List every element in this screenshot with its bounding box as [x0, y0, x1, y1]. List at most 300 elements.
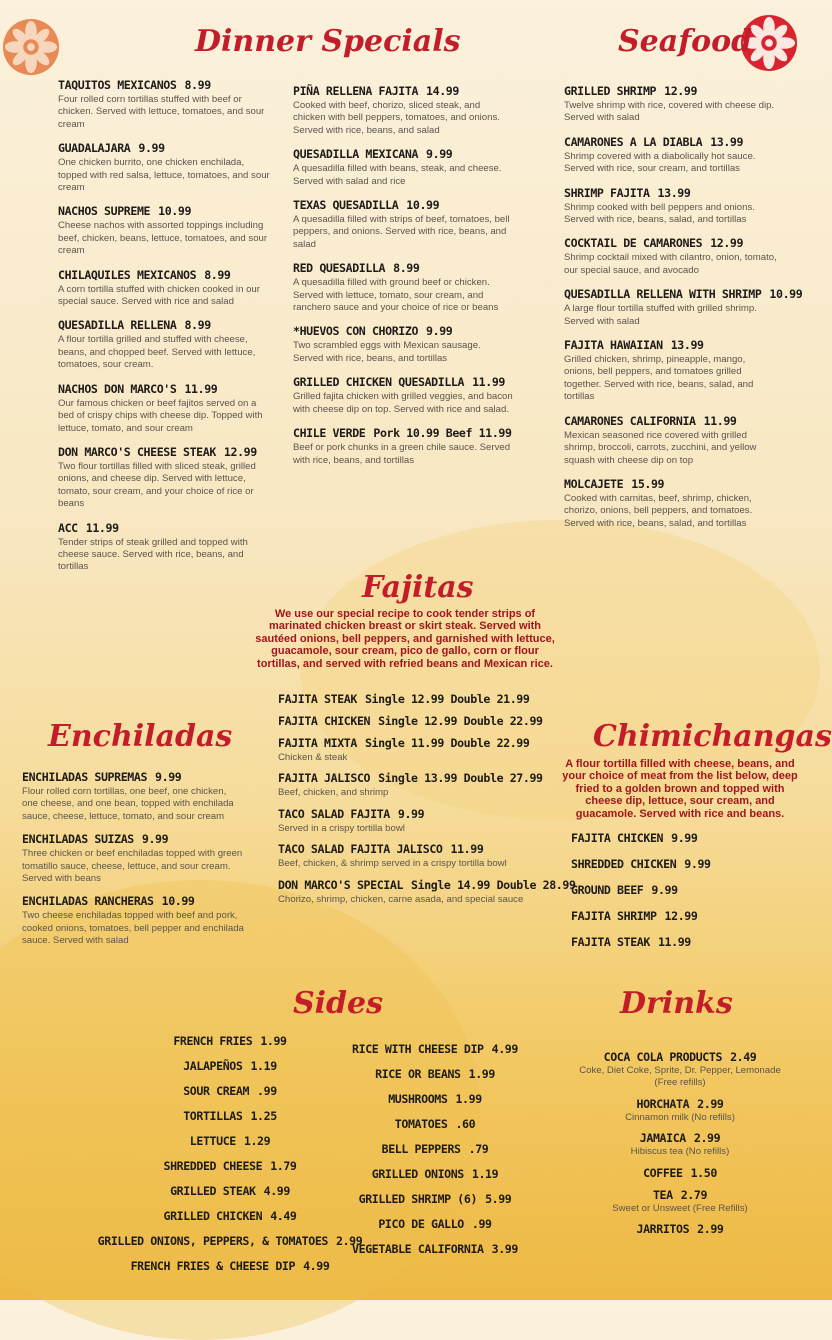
item-price: 13.99	[670, 338, 704, 353]
item-name-line	[22, 770, 244, 785]
item-description: One chicken burrito, one chicken enchilada, topped with red salsa, lettuce, tomatoes, and sour cream	[58, 157, 270, 194]
item-price: 10.99	[406, 198, 440, 213]
item-name-line	[564, 186, 778, 201]
item-title: GRILLED STEAK	[170, 1184, 256, 1198]
item-title: ENCHILADAS SUPREMAS	[22, 770, 148, 784]
item-title: FAJITA STEAK	[278, 692, 357, 706]
dinner-specials-heading: Dinner Specials	[195, 24, 461, 59]
side-item	[90, 1254, 370, 1279]
item-price: .79	[468, 1142, 489, 1156]
chimichanga-item	[571, 935, 791, 950]
item-name-line	[571, 935, 791, 950]
item-title: QUESADILLA RELLENA WITH SHRIMP	[564, 287, 762, 302]
item-price: 5.99	[485, 1192, 512, 1206]
item-description: A flour tortilla grilled and stuffed with cheese, beans, and chopped beef. Served with lettuce, tomatoes, sour cream.	[58, 334, 256, 371]
item-description: A corn tortilla stuffed with chicken cooked in our special sauce. Served with rice and salad	[58, 283, 260, 308]
seafood-item	[564, 186, 778, 227]
item-title: FAJITA JALISCO	[278, 771, 371, 786]
item-price: 13.99	[657, 185, 691, 200]
item-price: .99	[471, 1217, 492, 1231]
item-title: TACO SALAD FAJITA	[278, 806, 390, 821]
flower-ornament-icon	[2, 18, 60, 76]
item-price: 2.49	[730, 1050, 757, 1064]
item-name-line	[58, 78, 274, 93]
dinner-special-item	[293, 324, 513, 365]
item-title: DON MARCO'S SPECIAL	[278, 877, 404, 892]
item-price: 11.99	[472, 375, 505, 390]
seafood-heading: Seafood	[618, 24, 753, 59]
item-description: Cheese nachos with assorted toppings including beef, chicken, beans, lettuce, tomatoes, and sour cream	[58, 220, 268, 257]
item-price: 1.50	[690, 1165, 717, 1180]
item-name-line	[345, 1237, 525, 1262]
item-title: ACC	[58, 520, 78, 535]
item-name-line	[293, 426, 513, 441]
item-price: 8.99	[184, 78, 211, 92]
seafood-item	[564, 414, 778, 467]
item-description: Grilled chicken, shrimp, pineapple, mango, onions, bell peppers, and tomatoes grilled together. Served with rice, beans, salad, and tortillas	[564, 354, 754, 403]
item-name-line	[58, 445, 274, 460]
item-price: 13.99	[710, 134, 744, 149]
item-title: JAMAICA	[639, 1131, 686, 1146]
side-item	[345, 1137, 525, 1162]
drink-item	[575, 1221, 785, 1237]
item-name-line	[90, 1054, 370, 1079]
item-title: COFFEE	[643, 1165, 683, 1180]
chimichangas-intro: A flour tortilla filled with cheese, beans, and your choice of meat from the list below, deep fried to a golden brown and topped with cheese dip, lettuce, sour cream, and guacamole. Served with rice and beans.	[562, 758, 798, 820]
item-name-line	[564, 287, 803, 302]
item-name-line	[345, 1037, 525, 1062]
fajita-item	[278, 877, 576, 906]
item-title: GUADALAJARA	[58, 141, 131, 156]
item-description: Tender strips of steak grilled and topped with cheese sauce. Served with rice, beans, and tortillas	[58, 536, 248, 573]
item-name-line	[571, 909, 791, 924]
seafood-item	[564, 338, 778, 404]
item-name-line	[345, 1162, 525, 1187]
item-price: 10.99	[161, 894, 195, 909]
item-name-line	[345, 1187, 525, 1212]
item-price: 2.99	[335, 1234, 363, 1248]
item-title: TEA	[652, 1187, 673, 1202]
item-price: 14.99	[426, 84, 459, 98]
item-name-line	[564, 338, 778, 353]
item-name-line	[58, 318, 274, 333]
item-title: RICE WITH CHEESE DIP	[352, 1042, 484, 1056]
item-title: JARRITOS	[636, 1222, 690, 1237]
item-price: 12.99	[710, 236, 744, 251]
item-name-line	[278, 842, 548, 857]
item-title: TOMATOES	[394, 1117, 448, 1131]
item-name-line	[293, 84, 513, 99]
item-title: MUSHROOMS	[388, 1092, 448, 1106]
item-price: 3.99	[491, 1242, 518, 1256]
item-title: CHILAQUILES MEXICANOS	[58, 267, 197, 282]
item-price: 9.99	[684, 857, 711, 871]
item-name-line	[293, 198, 513, 213]
item-title: ENCHILADAS RANCHERAS	[22, 894, 154, 909]
item-name-line	[575, 1221, 785, 1237]
dinner-special-item	[293, 426, 513, 467]
item-price: 8.99	[204, 267, 231, 282]
dinner-special-item	[293, 375, 513, 416]
item-price: 9.99	[426, 324, 453, 339]
item-name-line	[293, 147, 513, 162]
item-name-line	[90, 1154, 370, 1179]
item-title: COCA COLA PRODUCTS	[603, 1050, 723, 1064]
item-name-line	[575, 1049, 785, 1065]
item-description: Two cheese enchiladas topped with beef and pork, cooked onions, tomatoes, bell pepper and enchilada sauce. Served with salad	[22, 910, 244, 947]
item-price: Single 12.99 Double 21.99	[364, 692, 530, 706]
item-price: Single 12.99 Double 22.99	[378, 714, 543, 728]
drinks-list	[575, 1049, 785, 1243]
item-description: Shrimp cooked with bell peppers and onions. Served with rice, beans, salad, and tortillas	[564, 201, 755, 226]
item-name-line	[345, 1062, 525, 1087]
item-title: QUESADILLA MEXICANA	[293, 147, 419, 162]
item-name-line	[90, 1079, 370, 1104]
item-title: GRILLED SHRIMP	[564, 84, 657, 98]
item-description: Hibiscus tea (No refills)	[630, 1146, 730, 1158]
item-price: 9.99	[651, 883, 678, 897]
item-name-line	[345, 1137, 525, 1162]
item-price: 9.99	[426, 147, 453, 162]
side-item	[90, 1104, 370, 1129]
item-title: FAJITA SHRIMP	[571, 909, 657, 923]
chimichanga-item	[571, 883, 791, 898]
item-price: 9.99	[138, 141, 165, 156]
fajita-item	[278, 807, 548, 835]
item-name-line	[575, 1165, 785, 1181]
item-price: 11.99	[184, 381, 218, 396]
dinner-special-item	[58, 521, 274, 574]
item-name-line	[278, 736, 548, 751]
item-description: Beef or pork chunks in a green chile sauce. Served with rice, beans, and tortillas	[293, 442, 511, 466]
item-name-line	[58, 204, 274, 219]
item-title: FRENCH FRIES	[173, 1034, 253, 1048]
item-price: .99	[257, 1084, 277, 1098]
item-name-line	[278, 807, 548, 822]
enchilada-item	[22, 770, 244, 823]
item-title: TAQUITOS MEXICANOS	[58, 78, 177, 92]
side-item	[345, 1162, 525, 1187]
item-description: Grilled fajita chicken with grilled veggies, and bacon with cheese dip on top. Served with rice and salad.	[293, 391, 513, 415]
item-name-line	[575, 1096, 785, 1112]
item-title: CHILE VERDE	[293, 426, 366, 441]
item-price: 1.25	[250, 1109, 277, 1123]
item-description: Beef, chicken, & shrimp served in a crispy tortilla bowl	[278, 858, 507, 870]
item-price: 8.99	[184, 318, 211, 333]
item-title: GRILLED SHRIMP (6)	[358, 1192, 478, 1206]
fajita-item	[278, 714, 548, 729]
item-title: SOUR CREAM	[183, 1084, 250, 1098]
item-name-line	[58, 521, 274, 536]
item-title: FAJITA HAWAIIAN	[564, 338, 663, 353]
item-description: A large flour tortilla stuffed with grilled shrimp. Served with salad	[564, 303, 757, 327]
item-price: 10.99	[769, 287, 803, 302]
item-title: GRILLED ONIONS, PEPPERS, & TOMATOES	[97, 1234, 328, 1248]
item-name-line	[90, 1254, 370, 1279]
fajitas-intro: We use our special recipe to cook tender strips of marinated chicken breast or skirt steak. Served with sautéed onions, bell peppers, and garnished with lettuce, guacamole, sour cream, pico de gallo, corn or flour tortillas, and served with refried beans and Mexican rice.	[255, 608, 555, 670]
seafood-item	[564, 477, 778, 530]
item-description: Our famous chicken or beef fajitos served on a bed of crispy chips with cheese dip. Topped with lettuce, tomato, and sour cream	[58, 397, 263, 434]
item-price: 11.99	[85, 520, 119, 535]
item-price: 2.79	[680, 1187, 708, 1202]
side-item	[90, 1079, 370, 1104]
seafood-item	[564, 287, 803, 328]
item-description: A quesadilla filled with ground beef or chicken. Served with lettuce, tomato, sour cream, and ranchero sauce and your choice of rice or beans	[293, 277, 499, 314]
item-title: GRILLED CHICKEN	[163, 1209, 263, 1223]
item-description: Chorizo, shrimp, chicken, carne asada, and special sauce	[278, 893, 524, 905]
item-price: 1.19	[250, 1059, 277, 1073]
item-price: 1.99	[260, 1034, 287, 1048]
item-price: Single 11.99 Double 22.99	[364, 736, 530, 750]
item-name-line	[90, 1129, 370, 1154]
item-title: SHRIMP FAJITA	[564, 185, 650, 200]
item-name-line	[571, 831, 791, 846]
item-name-line	[564, 84, 778, 99]
item-name-line	[345, 1087, 525, 1112]
item-description: Beef, chicken, and shrimp	[278, 787, 389, 799]
item-title: FRENCH FRIES & CHEESE DIP	[130, 1259, 296, 1273]
item-description: Three chicken or beef enchiladas topped with green tomatillo sauce, cheese, lettuce, and sour cream. Served with beans	[22, 848, 243, 885]
item-title: TEXAS QUESADILLA	[293, 198, 399, 213]
side-item	[90, 1054, 370, 1079]
item-price: 12.99	[664, 84, 698, 98]
item-name-line	[278, 714, 548, 729]
item-name-line	[564, 477, 778, 492]
item-price: 2.99	[697, 1222, 724, 1237]
item-title: TACO SALAD FAJITA JALISCO	[278, 842, 443, 857]
item-description: A quesadilla filled with strips of beef, tomatoes, bell peppers, and onions. Served with rice, beans, and salad	[293, 214, 510, 250]
item-price: 9.99	[671, 831, 698, 845]
drink-item	[575, 1130, 785, 1158]
dinner-special-item	[58, 445, 274, 511]
item-price: 9.99	[141, 832, 169, 847]
item-name-line	[575, 1187, 785, 1203]
item-description: Cooked with beef, chorizo, sliced steak, and chicken with bell peppers, tomatoes, and onions. Served with rice, beans, and salad	[293, 100, 500, 136]
item-price: 1.99	[455, 1092, 482, 1106]
item-title: ENCHILADAS SUIZAS	[22, 832, 134, 847]
item-price: 2.99	[693, 1131, 721, 1146]
fajita-item	[278, 771, 548, 799]
item-name-line	[58, 268, 274, 283]
dinner-special-item	[293, 147, 513, 188]
fajita-item	[278, 842, 548, 870]
item-title: COCKTAIL DE CAMARONES	[564, 236, 703, 251]
item-description: Two scrambled eggs with Mexican sausage. Served with rice, beans, and tortillas	[293, 340, 481, 364]
item-name-line	[564, 236, 778, 251]
item-price: 2.99	[697, 1096, 724, 1111]
drink-item	[575, 1187, 785, 1215]
item-title: QUESADILLA RELLENA	[58, 318, 177, 333]
item-name-line	[58, 382, 274, 397]
item-price: 1.79	[270, 1159, 297, 1173]
side-item	[345, 1212, 525, 1237]
item-title: JALAPEÑOS	[183, 1059, 243, 1073]
item-title: CAMARONES A LA DIABLA	[564, 134, 703, 149]
dinner-specials-column-2	[293, 84, 513, 477]
chimichanga-item	[571, 909, 791, 924]
item-title: GROUND BEEF	[571, 883, 644, 897]
side-item	[90, 1029, 370, 1054]
item-description: Twelve shrimp with rice, covered with cheese dip. Served with salad	[564, 100, 775, 124]
item-name-line	[564, 135, 778, 150]
item-description: Cooked with carnitas, beef, shrimp, chicken, chorizo, onions, bell peppers, and tomatoes. Served with rice, beans, salad, and tortillas	[564, 492, 753, 529]
item-price: 4.99	[263, 1184, 290, 1198]
chimichanga-item	[571, 857, 791, 872]
side-item	[345, 1187, 525, 1212]
item-price: 9.99	[397, 806, 425, 821]
item-title: SHREDDED CHICKEN	[571, 857, 677, 871]
side-item	[90, 1179, 370, 1204]
item-price: 11.99	[657, 935, 691, 949]
item-name-line	[571, 857, 791, 872]
item-description: Shrimp covered with a diabolically hot sauce. Served with rice, sour cream, and tortillas	[564, 150, 756, 175]
seafood-item	[564, 236, 778, 277]
dinner-special-item	[58, 204, 274, 257]
item-name-line	[278, 692, 548, 707]
chimichanga-item	[571, 831, 791, 846]
sides-column-1	[90, 1029, 370, 1279]
item-title: FAJITA MIXTA	[278, 736, 357, 750]
item-name-line	[58, 141, 274, 156]
item-name-line	[571, 883, 791, 898]
item-name-line	[90, 1029, 370, 1054]
item-price: Pork 10.99 Beef 11.99	[373, 426, 512, 441]
item-title: NACHOS SUPREME	[58, 204, 151, 219]
sides-column-2	[345, 1037, 525, 1262]
item-title: BELL PEPPERS	[381, 1142, 461, 1156]
item-title: VEGETABLE CALIFORNIA	[352, 1242, 484, 1256]
item-title: LETTUCE	[189, 1134, 236, 1148]
enchiladas-heading: Enchiladas	[48, 719, 233, 754]
item-price: 4.99	[491, 1042, 518, 1056]
fajita-item	[278, 692, 548, 707]
item-title: FAJITA CHICKEN	[278, 714, 371, 728]
item-description: Mexican seasoned rice covered with grilled shrimp, broccoli, carrots, zucchini, and yellow squash with cheese dip on top	[564, 429, 757, 466]
dinner-special-item	[58, 268, 274, 309]
dinner-special-item	[58, 382, 274, 435]
dinner-specials-column-1	[58, 78, 274, 584]
item-name-line	[278, 771, 548, 786]
dinner-special-item	[293, 84, 513, 137]
side-item	[345, 1037, 525, 1062]
item-title: GRILLED ONIONS	[371, 1167, 464, 1181]
item-name-line	[293, 375, 513, 390]
fajitas-heading: Fajitas	[362, 570, 474, 605]
item-title: GRILLED CHICKEN QUESADILLA	[293, 375, 465, 390]
item-price: 1.19	[471, 1167, 499, 1181]
item-description: Sweet or Unsweet (Free Refills)	[612, 1202, 748, 1214]
dinner-special-item	[58, 78, 274, 131]
item-title: CAMARONES CALIFORNIA	[564, 413, 696, 428]
item-name-line	[90, 1204, 370, 1229]
item-description: Coke, Diet Coke, Sprite, Dr. Pepper, Lemonade (Free refills)	[579, 1065, 781, 1089]
item-description: Served in a crispy tortilla bowl	[278, 822, 405, 834]
item-description: Two flour tortillas filled with sliced steak, grilled onions, and cheese dip. Served with lettuce, tomato, sour cream, and your choice of rice or beans	[58, 460, 256, 510]
item-description: A quesadilla filled with beans, steak, and cheese. Served with salad and rice	[293, 163, 502, 187]
item-price: 4.49	[270, 1209, 297, 1223]
enchilada-item	[22, 894, 244, 947]
side-item	[345, 1087, 525, 1112]
item-name-line	[575, 1130, 785, 1146]
item-price: 11.99	[703, 413, 737, 428]
item-title: TORTILLAS	[183, 1109, 243, 1123]
item-name-line	[22, 894, 244, 909]
side-item	[90, 1129, 370, 1154]
drink-item	[575, 1096, 785, 1124]
chimichangas-heading: Chimichangas	[593, 719, 832, 754]
item-title: NACHOS DON MARCO'S	[58, 381, 177, 396]
side-item	[90, 1204, 370, 1229]
side-item	[345, 1237, 525, 1262]
item-title: *HUEVOS CON CHORIZO	[293, 324, 419, 339]
item-name-line	[90, 1229, 370, 1254]
side-item	[345, 1112, 525, 1137]
item-name-line	[90, 1179, 370, 1204]
item-title: DON MARCO'S CHEESE STEAK	[58, 444, 216, 459]
chimichangas-list	[571, 831, 791, 961]
side-item	[90, 1229, 370, 1254]
drink-item	[575, 1049, 785, 1090]
seafood-column	[564, 84, 803, 540]
item-description: Flour rolled corn tortillas, one beef, one chicken, one cheese, and one bean, topped with enchilada sauce, cheese, lettuce, tomato, and sour cream	[22, 786, 234, 822]
item-title: PICO DE GALLO	[378, 1217, 464, 1231]
item-price: 9.99	[155, 770, 182, 784]
item-title: RED QUESADILLA	[293, 261, 386, 276]
dinner-special-item	[58, 318, 274, 371]
item-title: MOLCAJETE	[564, 476, 624, 491]
fajitas-list	[278, 692, 576, 913]
item-description: Cinnamon milk (No refills)	[625, 1111, 735, 1123]
seafood-item	[564, 84, 778, 125]
item-price: 15.99	[631, 476, 665, 491]
item-title: HORCHATA	[636, 1096, 690, 1111]
item-description: Chicken & steak	[278, 752, 348, 763]
fajita-item	[278, 736, 548, 764]
drink-item	[575, 1165, 785, 1181]
item-description: Shrimp cocktail mixed with cilantro, onion, tomato, our special sauce, and avocado	[564, 252, 777, 276]
item-price: 12.99	[223, 444, 257, 459]
item-name-line	[90, 1104, 370, 1129]
item-name-line	[22, 832, 244, 847]
enchiladas-list	[22, 770, 244, 957]
sides-heading: Sides	[293, 986, 384, 1021]
dinner-special-item	[58, 141, 274, 194]
enchilada-item	[22, 832, 244, 885]
item-title: PIÑA RELLENA FAJITA	[293, 84, 419, 98]
item-name-line	[293, 324, 513, 339]
item-price: Single 14.99 Double 28.99	[411, 877, 576, 892]
item-price: 10.99	[158, 204, 192, 219]
item-price: 1.99	[468, 1067, 495, 1081]
item-title: RICE OR BEANS	[375, 1067, 461, 1081]
dinner-special-item	[293, 198, 513, 251]
item-description: Four rolled corn tortillas stuffed with beef or chicken. Served with lettuce, tomatoes, and sour cream	[58, 94, 265, 130]
item-title: FAJITA STEAK	[571, 935, 650, 949]
item-title: SHREDDED CHEESE	[163, 1159, 263, 1173]
drinks-heading: Drinks	[620, 986, 733, 1021]
dinner-special-item	[293, 261, 513, 314]
item-price: 12.99	[664, 909, 698, 923]
item-price: .60	[455, 1117, 476, 1131]
item-name-line	[564, 414, 778, 429]
item-name-line	[345, 1212, 525, 1237]
item-price: Single 13.99 Double 27.99	[378, 771, 543, 786]
item-name-line	[278, 877, 576, 893]
item-name-line	[345, 1112, 525, 1137]
item-name-line	[293, 261, 513, 276]
item-price: 8.99	[393, 261, 420, 276]
item-price: 1.29	[243, 1134, 271, 1148]
